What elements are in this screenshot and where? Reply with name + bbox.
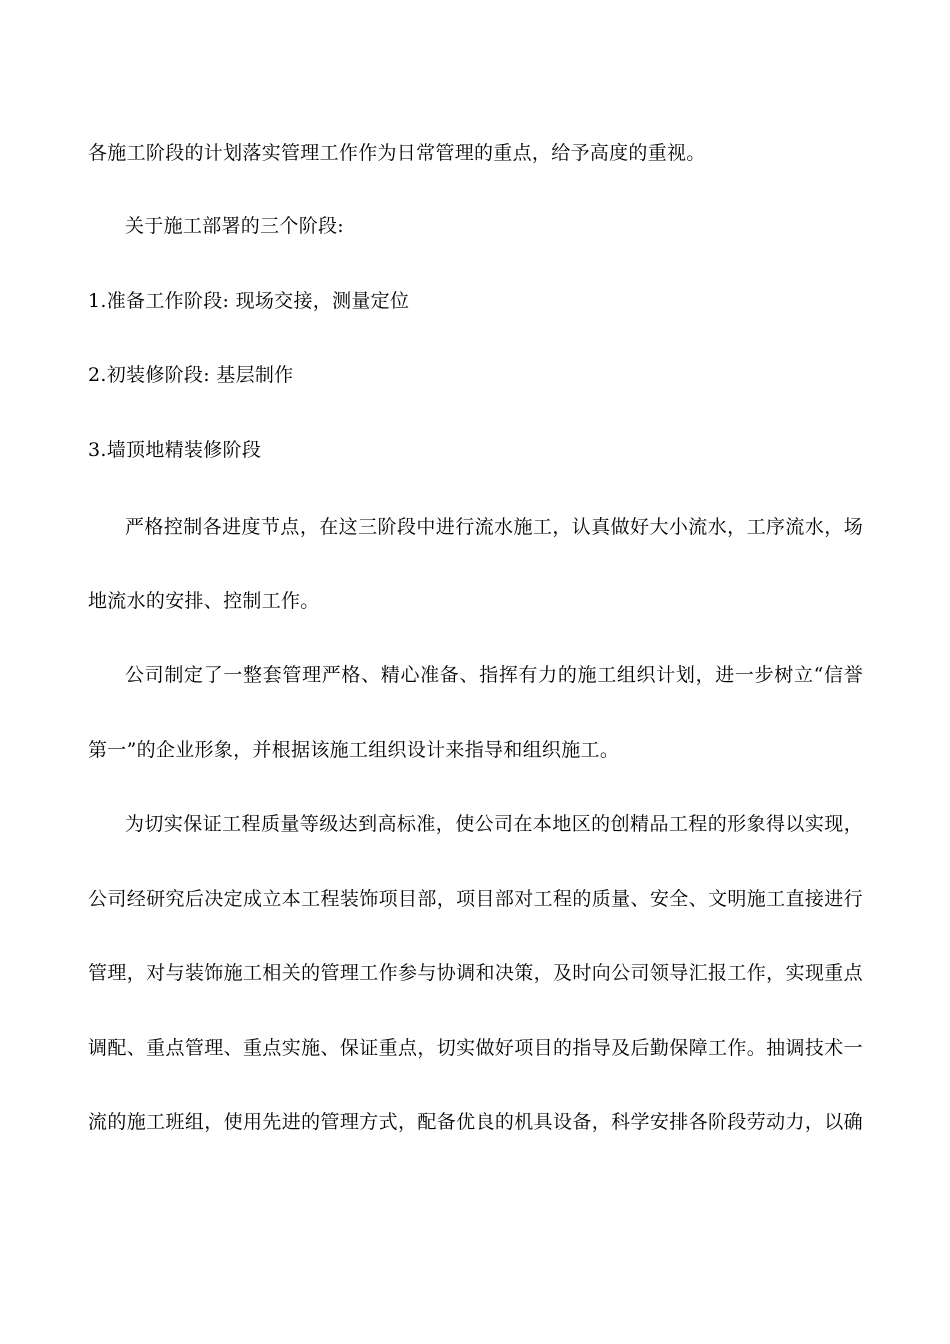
- section-heading: 关于施工部署的三个阶段:: [125, 215, 345, 237]
- paragraph-line: 地流水的安排、控制工作。: [88, 590, 320, 612]
- paragraph-line: 调配、重点管理、重点实施、保证重点，切实做好项目的指导及后勤保障工作。抽调技术一: [88, 1037, 863, 1059]
- paragraph-line: 公司制定了一整套管理严格、精心准备、指挥有力的施工组织计划，进一步树立“信誉: [125, 664, 863, 686]
- paragraph-line: 为切实保证工程质量等级达到高标准，使公司在本地区的创精品工程的形象得以实现，: [125, 813, 863, 835]
- list-item: 2.初装修阶段: 基层制作: [88, 364, 294, 386]
- list-item: 3.墙顶地精装修阶段: [88, 439, 262, 461]
- paragraph-line: 公司经研究后决定成立本工程装饰项目部，项目部对工程的质量、安全、文明施工直接进行: [88, 888, 863, 910]
- paragraph-line: 严格控制各进度节点，在这三阶段中进行流水施工，认真做好大小流水，工序流水，场: [125, 516, 863, 538]
- paragraph-line: 流的施工班组，使用先进的管理方式，配备优良的机具设备，科学安排各阶段劳动力，以确: [88, 1111, 863, 1133]
- paragraph-line: 管理，对与装饰施工相关的管理工作参与协调和决策，及时向公司领导汇报工作，实现重点: [88, 962, 863, 984]
- list-item: 1.准备工作阶段: 现场交接，测量定位: [88, 290, 410, 312]
- paragraph-line: 各施工阶段的计划落实管理工作作为日常管理的重点，给予高度的重视。: [88, 142, 706, 164]
- paragraph-line: 第一”的企业形象，并根据该施工组织设计来指导和组织施工。: [88, 739, 620, 761]
